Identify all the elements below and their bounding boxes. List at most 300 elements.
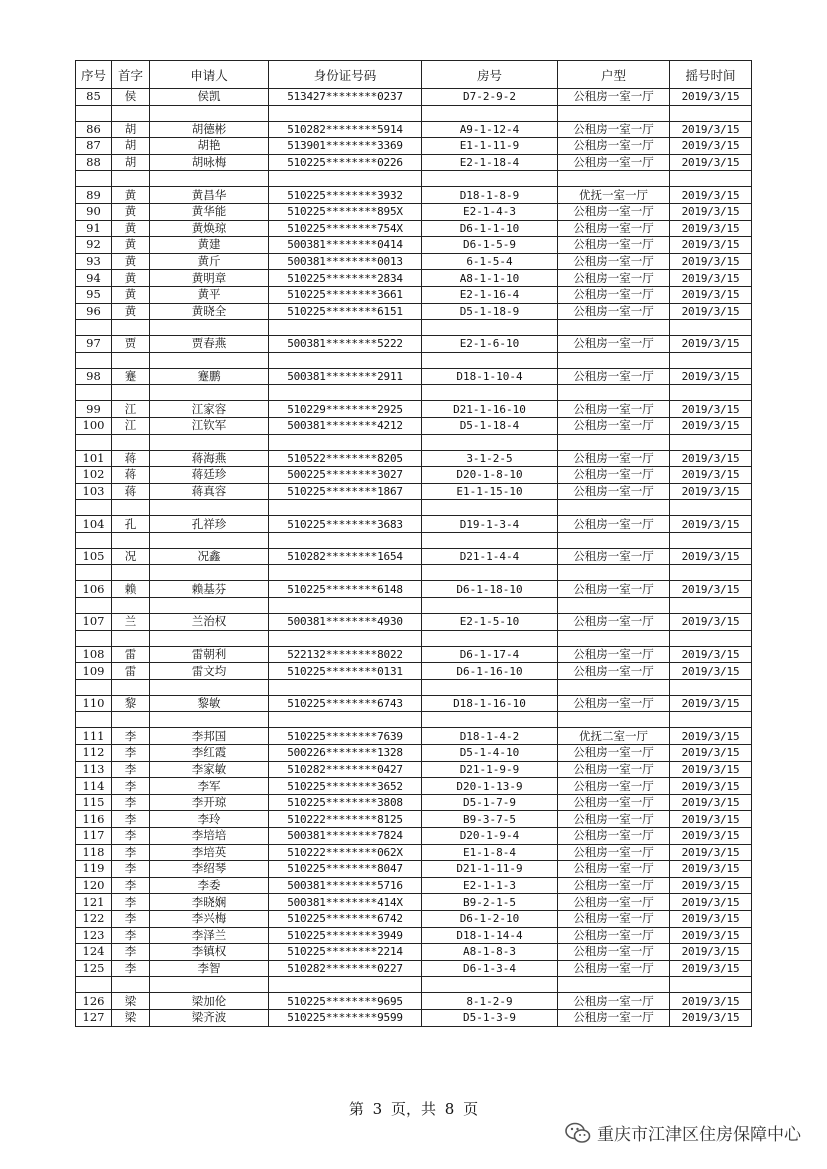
spacer-cell [112,105,150,121]
cell-seq: 85 [76,89,112,106]
cell-initial: 黄 [112,187,150,204]
spacer-cell [269,532,422,548]
cell-draw-date: 2019/3/15 [670,761,752,778]
cell-draw-date: 2019/3/15 [670,778,752,795]
cell-room: E1-1-11-9 [422,138,558,155]
spacer-cell [269,630,422,646]
spacer-cell [112,500,150,516]
cell-initial: 李 [112,811,150,828]
cell-unit-type: 公租房一室一厅 [558,121,670,138]
cell-unit-type: 公租房一室一厅 [558,138,670,155]
cell-unit-type: 公租房一室一厅 [558,778,670,795]
spacer-cell [558,434,670,450]
table-row [76,695,752,712]
spacer-cell [558,105,670,121]
cell-initial: 李 [112,910,150,927]
cell-seq: 119 [76,861,112,878]
cell-seq: 101 [76,450,112,467]
spacer-cell [150,712,269,728]
cell-seq: 117 [76,828,112,845]
cell-room: D18-1-10-4 [422,368,558,385]
cell-id-number: 500381********5716 [269,877,422,894]
cell-applicant: 梁齐波 [150,1009,269,1026]
cell-room: D21-1-4-4 [422,548,558,565]
cell-seq: 106 [76,581,112,598]
table-row [76,89,752,106]
cell-applicant: 胡咏梅 [150,154,269,171]
cell-draw-date: 2019/3/15 [670,220,752,237]
table-spacer-row [76,105,752,121]
cell-draw-date: 2019/3/15 [670,927,752,944]
cell-initial: 梁 [112,1009,150,1026]
cell-initial: 蒋 [112,450,150,467]
cell-applicant: 李镇权 [150,944,269,961]
table-spacer-row [76,679,752,695]
spacer-cell [76,679,112,695]
cell-draw-date: 2019/3/15 [670,1009,752,1026]
cell-id-number: 510225********7639 [269,728,422,745]
cell-draw-date: 2019/3/15 [670,646,752,663]
header-applicant: 申请人 [150,61,269,89]
cell-unit-type: 公租房一室一厅 [558,401,670,418]
cell-draw-date: 2019/3/15 [670,811,752,828]
brand-name: 重庆市江津区住房保障中心 [597,1125,801,1145]
cell-room: E2-1-4-3 [422,203,558,220]
cell-id-number: 510225********6742 [269,910,422,927]
cell-id-number: 510282********0427 [269,761,422,778]
cell-seq: 121 [76,894,112,911]
table-spacer-row [76,434,752,450]
cell-id-number: 510225********6151 [269,303,422,320]
spacer-cell [422,532,558,548]
spacer-cell [670,320,752,336]
cell-initial: 李 [112,944,150,961]
cell-id-number: 510225********754X [269,220,422,237]
cell-draw-date: 2019/3/15 [670,993,752,1010]
table-row [76,894,752,911]
cell-id-number: 510229********2925 [269,401,422,418]
cell-draw-date: 2019/3/15 [670,336,752,353]
cell-initial: 况 [112,548,150,565]
cell-id-number: 510225********3652 [269,778,422,795]
spacer-cell [670,385,752,401]
cell-room: D18-1-4-2 [422,728,558,745]
spacer-cell [112,977,150,993]
spacer-cell [269,712,422,728]
cell-room: D19-1-3-4 [422,516,558,533]
spacer-cell [422,500,558,516]
cell-applicant: 贾春燕 [150,336,269,353]
cell-unit-type: 公租房一室一厅 [558,761,670,778]
cell-applicant: 李绍琴 [150,861,269,878]
cell-id-number: 510222********8125 [269,811,422,828]
cell-unit-type: 公租房一室一厅 [558,960,670,977]
cell-unit-type: 公租房一室一厅 [558,663,670,680]
cell-seq: 105 [76,548,112,565]
table-row [76,960,752,977]
cell-unit-type: 公租房一室一厅 [558,286,670,303]
cell-draw-date: 2019/3/15 [670,581,752,598]
cell-applicant: 李晓娴 [150,894,269,911]
cell-draw-date: 2019/3/15 [670,663,752,680]
spacer-cell [422,679,558,695]
table-row [76,728,752,745]
spacer-cell [269,977,422,993]
cell-initial: 李 [112,927,150,944]
table-spacer-row [76,320,752,336]
cell-draw-date: 2019/3/15 [670,861,752,878]
cell-initial: 李 [112,794,150,811]
spacer-cell [150,352,269,368]
cell-initial: 李 [112,877,150,894]
cell-applicant: 黄平 [150,286,269,303]
cell-room: A8-1-8-3 [422,944,558,961]
cell-initial: 梁 [112,993,150,1010]
cell-applicant: 赖基芬 [150,581,269,598]
page-total: 8 [444,1100,455,1118]
spacer-cell [76,500,112,516]
cell-initial: 贾 [112,336,150,353]
spacer-cell [670,630,752,646]
cell-seq: 104 [76,516,112,533]
cell-draw-date: 2019/3/15 [670,877,752,894]
spacer-cell [422,565,558,581]
cell-id-number: 510225********6148 [269,581,422,598]
cell-draw-date: 2019/3/15 [670,794,752,811]
cell-draw-date: 2019/3/15 [670,368,752,385]
cell-seq: 93 [76,253,112,270]
spacer-cell [112,320,150,336]
cell-room: E2-1-16-4 [422,286,558,303]
cell-initial: 蹇 [112,368,150,385]
cell-id-number: 510282********5914 [269,121,422,138]
spacer-cell [269,320,422,336]
cell-applicant: 李军 [150,778,269,795]
spacer-cell [422,630,558,646]
spacer-cell [150,320,269,336]
cell-draw-date: 2019/3/15 [670,154,752,171]
cell-draw-date: 2019/3/15 [670,548,752,565]
spacer-cell [670,977,752,993]
cell-draw-date: 2019/3/15 [670,467,752,484]
cell-initial: 黄 [112,303,150,320]
cell-id-number: 500381********0013 [269,253,422,270]
page-number: 3 [372,1100,383,1118]
page-suffix: 页 [463,1100,479,1118]
cell-seq: 102 [76,467,112,484]
cell-room: D6-1-1-10 [422,220,558,237]
spacer-cell [670,500,752,516]
cell-room: D21-1-11-9 [422,861,558,878]
cell-applicant: 李红霞 [150,745,269,762]
cell-applicant: 雷朝利 [150,646,269,663]
cell-id-number: 500381********5222 [269,336,422,353]
cell-unit-type: 公租房一室一厅 [558,417,670,434]
table-spacer-row [76,712,752,728]
spacer-cell [422,712,558,728]
spacer-cell [269,500,422,516]
table-row [76,483,752,500]
cell-room: D21-1-9-9 [422,761,558,778]
spacer-cell [670,565,752,581]
cell-initial: 蒋 [112,483,150,500]
table-spacer-row [76,352,752,368]
cell-unit-type: 公租房一室一厅 [558,646,670,663]
table-row [76,877,752,894]
cell-initial: 李 [112,761,150,778]
table-row [76,187,752,204]
spacer-cell [112,598,150,614]
cell-seq: 115 [76,794,112,811]
spacer-cell [558,385,670,401]
cell-draw-date: 2019/3/15 [670,960,752,977]
cell-id-number: 510225********0131 [269,663,422,680]
cell-id-number: 510225********9695 [269,993,422,1010]
cell-id-number: 510225********3932 [269,187,422,204]
table-row [76,237,752,254]
cell-draw-date: 2019/3/15 [670,237,752,254]
table-row [76,467,752,484]
table-row [76,548,752,565]
table-spacer-row [76,171,752,187]
spacer-cell [76,598,112,614]
cell-initial: 侯 [112,89,150,106]
spacer-cell [558,171,670,187]
cell-id-number: 510225********3949 [269,927,422,944]
spacer-cell [76,977,112,993]
cell-draw-date: 2019/3/15 [670,910,752,927]
spacer-cell [269,171,422,187]
cell-room: E2-1-6-10 [422,336,558,353]
page-mid: 页，共 [390,1100,436,1118]
cell-id-number: 510225********3683 [269,516,422,533]
cell-seq: 107 [76,614,112,631]
spacer-cell [269,565,422,581]
cell-initial: 黄 [112,286,150,303]
spacer-cell [76,320,112,336]
cell-id-number: 510522********8205 [269,450,422,467]
page-prefix: 第 [348,1100,364,1118]
cell-seq: 112 [76,745,112,762]
spacer-cell [422,977,558,993]
cell-room: 3-1-2-5 [422,450,558,467]
cell-id-number: 510282********1654 [269,548,422,565]
cell-draw-date: 2019/3/15 [670,828,752,845]
cell-unit-type: 公租房一室一厅 [558,993,670,1010]
spacer-cell [76,712,112,728]
table-spacer-row [76,532,752,548]
cell-initial: 李 [112,728,150,745]
cell-applicant: 雷文均 [150,663,269,680]
cell-initial: 李 [112,844,150,861]
cell-seq: 87 [76,138,112,155]
cell-room: A9-1-12-4 [422,121,558,138]
cell-unit-type: 公租房一室一厅 [558,516,670,533]
cell-seq: 114 [76,778,112,795]
header-initial: 首字 [112,61,150,89]
cell-id-number: 500381********4930 [269,614,422,631]
cell-draw-date: 2019/3/15 [670,138,752,155]
cell-seq: 113 [76,761,112,778]
spacer-cell [422,434,558,450]
cell-seq: 122 [76,910,112,927]
table-row [76,450,752,467]
allocation-table [75,60,752,1027]
table-row [76,761,752,778]
wechat-icon [565,1122,591,1144]
cell-applicant: 兰治权 [150,614,269,631]
cell-room: E2-1-1-3 [422,877,558,894]
cell-initial: 李 [112,828,150,845]
cell-initial: 雷 [112,663,150,680]
table-row [76,944,752,961]
cell-room: 6-1-5-4 [422,253,558,270]
table-row [76,993,752,1010]
table-row [76,811,752,828]
spacer-cell [150,679,269,695]
table-spacer-row [76,500,752,516]
spacer-cell [422,105,558,121]
cell-applicant: 黄华能 [150,203,269,220]
cell-initial: 李 [112,861,150,878]
cell-room: D6-1-17-4 [422,646,558,663]
cell-applicant: 李培培 [150,828,269,845]
header-unit-type: 户型 [558,61,670,89]
spacer-cell [150,105,269,121]
spacer-cell [422,385,558,401]
spacer-cell [112,171,150,187]
cell-applicant: 李玲 [150,811,269,828]
cell-unit-type: 公租房一室一厅 [558,844,670,861]
spacer-cell [422,320,558,336]
spacer-cell [150,630,269,646]
header-id-number: 身份证号码 [269,61,422,89]
spacer-cell [558,598,670,614]
cell-seq: 120 [76,877,112,894]
cell-seq: 86 [76,121,112,138]
table-row [76,828,752,845]
spacer-cell [558,352,670,368]
cell-applicant: 李培英 [150,844,269,861]
cell-draw-date: 2019/3/15 [670,483,752,500]
cell-id-number: 500225********3027 [269,467,422,484]
spacer-cell [670,352,752,368]
cell-initial: 黄 [112,270,150,287]
cell-room: D5-1-4-10 [422,745,558,762]
cell-initial: 黄 [112,253,150,270]
cell-room: D20-1-13-9 [422,778,558,795]
spacer-cell [76,532,112,548]
cell-unit-type: 公租房一室一厅 [558,745,670,762]
spacer-cell [422,171,558,187]
cell-initial: 黎 [112,695,150,712]
cell-unit-type: 公租房一室一厅 [558,270,670,287]
table-row [76,844,752,861]
cell-id-number: 510222********062X [269,844,422,861]
cell-seq: 98 [76,368,112,385]
cell-unit-type: 公租房一室一厅 [558,336,670,353]
table-row [76,203,752,220]
cell-applicant: 李开琼 [150,794,269,811]
cell-unit-type: 公租房一室一厅 [558,910,670,927]
table-row [76,861,752,878]
cell-id-number: 522132********8022 [269,646,422,663]
cell-unit-type: 公租房一室一厅 [558,467,670,484]
cell-id-number: 510225********895X [269,203,422,220]
table-row [76,663,752,680]
spacer-cell [670,532,752,548]
spacer-cell [670,598,752,614]
cell-room: D18-1-14-4 [422,927,558,944]
table-row [76,745,752,762]
cell-seq: 99 [76,401,112,418]
cell-applicant: 黄建 [150,237,269,254]
spacer-cell [112,352,150,368]
cell-unit-type: 公租房一室一厅 [558,483,670,500]
cell-room: D6-1-18-10 [422,581,558,598]
cell-seq: 126 [76,993,112,1010]
cell-unit-type: 公租房一室一厅 [558,944,670,961]
cell-room: A8-1-1-10 [422,270,558,287]
cell-applicant: 江家容 [150,401,269,418]
cell-room: B9-3-7-5 [422,811,558,828]
cell-unit-type: 公租房一室一厅 [558,695,670,712]
table-row [76,614,752,631]
cell-applicant: 李兴梅 [150,910,269,927]
cell-initial: 黄 [112,220,150,237]
cell-unit-type: 优抚一室一厅 [558,187,670,204]
spacer-cell [670,712,752,728]
cell-unit-type: 公租房一室一厅 [558,154,670,171]
cell-initial: 胡 [112,154,150,171]
header-room: 房号 [422,61,558,89]
cell-room: E1-1-15-10 [422,483,558,500]
cell-initial: 李 [112,745,150,762]
table-row [76,794,752,811]
cell-unit-type: 公租房一室一厅 [558,614,670,631]
spacer-cell [269,105,422,121]
cell-applicant: 梁加伦 [150,993,269,1010]
cell-unit-type: 公租房一室一厅 [558,548,670,565]
table-row [76,516,752,533]
spacer-cell [150,500,269,516]
cell-draw-date: 2019/3/15 [670,614,752,631]
cell-unit-type: 公租房一室一厅 [558,220,670,237]
cell-draw-date: 2019/3/15 [670,450,752,467]
table-row [76,927,752,944]
cell-applicant: 李智 [150,960,269,977]
cell-initial: 江 [112,417,150,434]
cell-seq: 123 [76,927,112,944]
cell-unit-type: 公租房一室一厅 [558,1009,670,1026]
cell-applicant: 李泽兰 [150,927,269,944]
cell-draw-date: 2019/3/15 [670,894,752,911]
spacer-cell [76,385,112,401]
cell-room: B9-2-1-5 [422,894,558,911]
cell-unit-type: 公租房一室一厅 [558,927,670,944]
cell-seq: 95 [76,286,112,303]
table-row [76,417,752,434]
table-row [76,286,752,303]
cell-room: D20-1-8-10 [422,467,558,484]
spacer-cell [150,434,269,450]
cell-draw-date: 2019/3/15 [670,417,752,434]
table-row [76,270,752,287]
cell-unit-type: 公租房一室一厅 [558,877,670,894]
cell-id-number: 510225********2834 [269,270,422,287]
cell-applicant: 黄焕琼 [150,220,269,237]
spacer-cell [670,105,752,121]
